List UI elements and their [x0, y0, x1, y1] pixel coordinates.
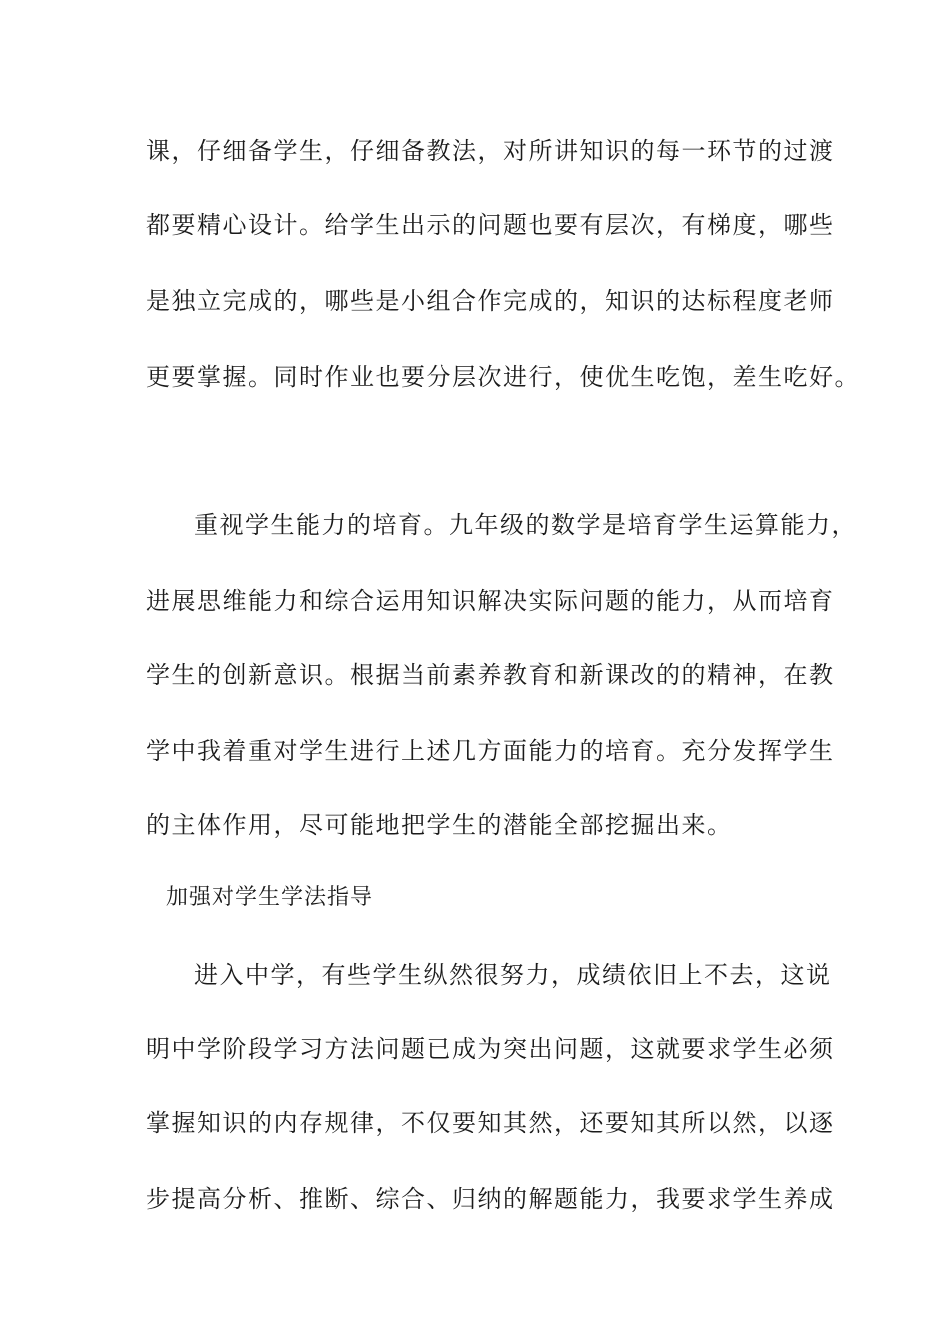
paragraph-line: 进入中学，有些学生纵然很努力，成绩依旧上不去，这说 — [194, 961, 832, 989]
paragraph-line: 重视学生能力的培育。九年级的数学是培育学生运算能力， — [194, 511, 857, 539]
paragraph-line: 进展思维能力和综合运用知识解决实际问题的能力，从而培育 — [146, 587, 835, 615]
section-heading: 加强对学生学法指导 — [166, 885, 374, 910]
paragraph-line: 更要掌握。同时作业也要分层次进行，使优生吃饱，差生吃好。 — [146, 363, 860, 391]
paragraph-line: 都要精心设计。给学生出示的问题也要有层次，有梯度，哪些 — [146, 211, 835, 239]
paragraph-line: 课，仔细备学生，仔细备教法，对所讲知识的每一环节的过渡 — [146, 137, 835, 165]
paragraph-line: 掌握知识的内存规律，不仅要知其然，还要知其所以然，以逐 — [146, 1109, 835, 1137]
paragraph-line: 是独立完成的，哪些是小组合作完成的，知识的达标程度老师 — [146, 287, 835, 315]
paragraph-line: 学中我着重对学生进行上述几方面能力的培育。充分发挥学生 — [146, 737, 835, 765]
paragraph-line: 学生的创新意识。根据当前素养教育和新课改的的精神，在教 — [146, 661, 835, 689]
paragraph-line: 步提高分析、推断、综合、归纳的解题能力，我要求学生养成 — [146, 1185, 835, 1213]
paragraph-line: 的主体作用，尽可能地把学生的潜能全部挖掘出来。 — [146, 811, 733, 839]
paragraph-line: 明中学阶段学习方法问题已成为突出问题，这就要求学生必须 — [146, 1035, 835, 1063]
